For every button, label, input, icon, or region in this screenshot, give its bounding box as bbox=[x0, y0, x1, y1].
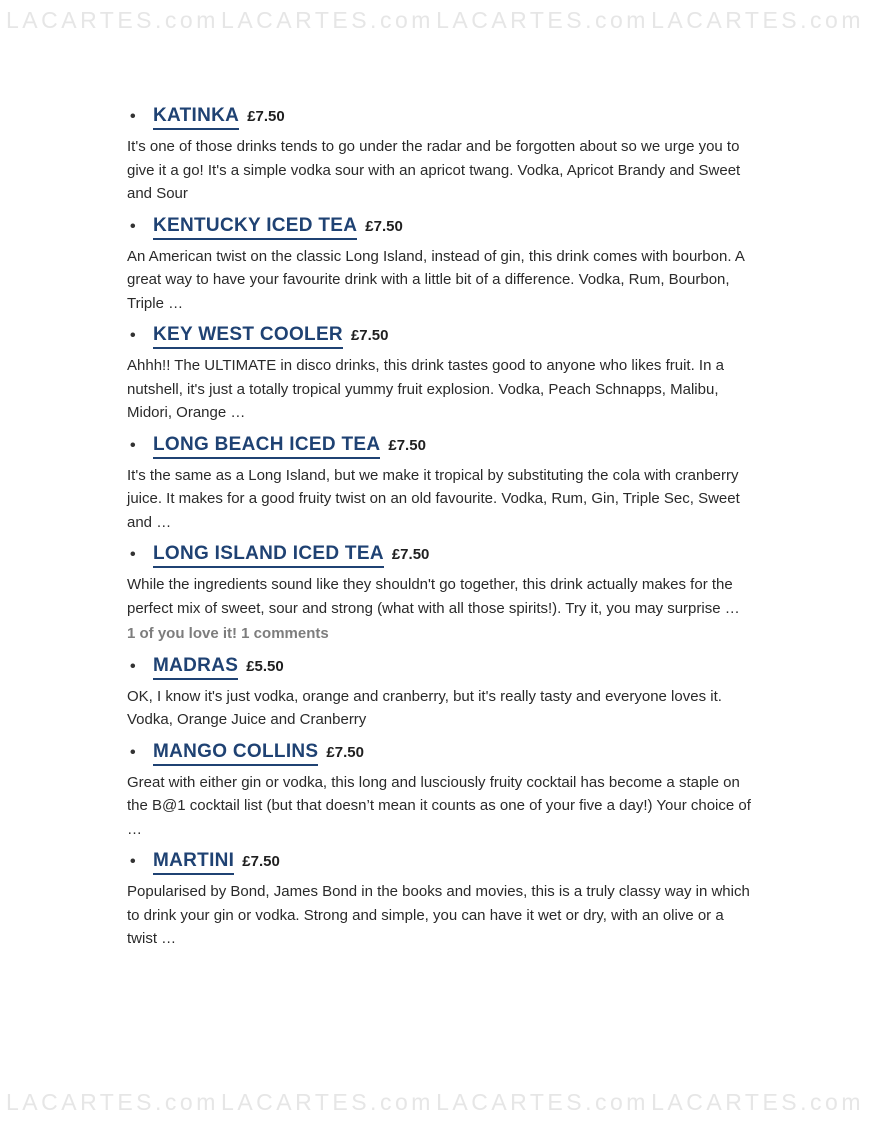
cocktail-price: £7.50 bbox=[388, 436, 426, 454]
menu-item bbox=[127, 741, 751, 842]
watermark-top bbox=[0, 7, 870, 34]
menu-item-header bbox=[127, 850, 751, 875]
watermark-text: LACARTES.com bbox=[6, 7, 219, 33]
watermark-bottom bbox=[0, 1089, 870, 1116]
menu-item bbox=[127, 434, 751, 535]
menu-item-header bbox=[127, 655, 751, 680]
cocktail-description: An American twist on the classic Long Island, instead of gin, this drink comes with bourbon. A great way to have your favourite drink with a little bit of a difference. Vodka, Rum, Bourbon, Triple … bbox=[127, 247, 744, 312]
bullet-icon: • bbox=[130, 217, 136, 235]
bullet-icon: • bbox=[130, 436, 136, 454]
cocktail-name-link[interactable]: MADRAS bbox=[153, 655, 238, 680]
menu-list bbox=[127, 96, 751, 951]
menu-item bbox=[127, 850, 751, 951]
menu-item bbox=[127, 655, 751, 732]
cocktail-price: £7.50 bbox=[365, 217, 403, 235]
menu-item bbox=[127, 324, 751, 425]
cocktail-price: £7.50 bbox=[326, 743, 364, 761]
cocktail-description: OK, I know it's just vodka, orange and cranberry, but it's really tasty and everyone loves it. Vodka, Orange Juice and Cranberry bbox=[127, 687, 722, 728]
bullet-icon: • bbox=[130, 657, 136, 675]
bullet-icon: • bbox=[130, 853, 136, 870]
bullet-icon: • bbox=[130, 108, 136, 125]
cocktail-price: £7.50 bbox=[350, 327, 389, 344]
menu-item bbox=[127, 105, 751, 206]
menu-item-header bbox=[127, 741, 751, 766]
cocktail-name-link[interactable]: LONG BEACH ICED TEA bbox=[153, 434, 380, 459]
cocktail-price: £5.50 bbox=[246, 657, 284, 675]
cocktail-description: It's the same as a Long Island, but we make it tropical by substituting the cola with cranberry juice. It makes for a good fruity twist on an old favourite. Vodka, Rum, Gin, Triple Sec, Sweet and … bbox=[127, 466, 740, 531]
watermark-text: LACARTES.com bbox=[221, 7, 434, 33]
cocktail-name-link[interactable]: KEY WEST COOLER bbox=[153, 324, 343, 349]
menu-item bbox=[127, 543, 751, 646]
cocktail-description: It's one of those drinks tends to go under the radar and be forgotten about so we urge you to give it a go! It's a simple vodka sour with an apricot twang. Vodka, Apricot Brandy and Sweet and Sour bbox=[127, 138, 741, 202]
cocktail-description: Popularised by Bond, James Bond in the books and movies, this is a truly classy way in which to drink your gin or vodka. Strong and simple, you can have it wet or dry, with an olive or a twist … bbox=[127, 883, 750, 947]
cocktail-name-link[interactable]: LONG ISLAND ICED TEA bbox=[153, 543, 384, 568]
cocktail-price: £7.50 bbox=[391, 546, 430, 563]
menu-item-header bbox=[127, 434, 751, 459]
bullet-icon: • bbox=[130, 546, 136, 563]
watermark-text: LACARTES.com bbox=[651, 7, 864, 33]
cocktail-name-link[interactable]: KATINKA bbox=[153, 105, 239, 130]
bullet-icon: • bbox=[130, 327, 136, 344]
cocktail-price: £7.50 bbox=[247, 108, 285, 125]
bullet-icon: • bbox=[130, 743, 136, 761]
watermark-text: LACARTES.com bbox=[436, 7, 649, 33]
cocktail-price: £7.50 bbox=[242, 853, 280, 870]
watermark-text: LACARTES.com bbox=[651, 1089, 864, 1115]
cocktail-description: Ahhh!! The ULTIMATE in disco drinks, this drink tastes good to anyone who likes fruit. In a nutshell, it's just a totally tropical yummy fruit explosion. Vodka, Peach Schnapps, Malibu, Midori, Orange … bbox=[127, 357, 724, 421]
cocktail-description: While the ingredients sound like they shouldn't go together, this drink actually makes for the perfect mix of sweet, sour and strong (what with all those spirits!). Try it, you may surprise … bbox=[127, 576, 740, 617]
cocktail-name-link[interactable]: MARTINI bbox=[153, 850, 234, 875]
cocktail-likes-comments: 1 of you love it! 1 comments bbox=[127, 625, 329, 642]
watermark-text: LACARTES.com bbox=[221, 1089, 434, 1115]
menu-item-header bbox=[127, 543, 751, 568]
cocktail-name-link[interactable]: MANGO COLLINS bbox=[153, 741, 318, 766]
cocktail-name-link[interactable]: KENTUCKY ICED TEA bbox=[153, 215, 357, 240]
menu-item-header bbox=[127, 105, 751, 130]
menu-item-header bbox=[127, 324, 751, 349]
watermark-text: LACARTES.com bbox=[6, 1089, 219, 1115]
watermark-text: LACARTES.com bbox=[436, 1089, 649, 1115]
menu-item-header bbox=[127, 215, 751, 240]
cocktail-description: Great with either gin or vodka, this long and lusciously fruity cocktail has become a staple on the B@1 cocktail list (but that doesn’t mean it counts as one of your five a day!) Your choice of … bbox=[127, 773, 751, 838]
menu-item bbox=[127, 215, 751, 316]
